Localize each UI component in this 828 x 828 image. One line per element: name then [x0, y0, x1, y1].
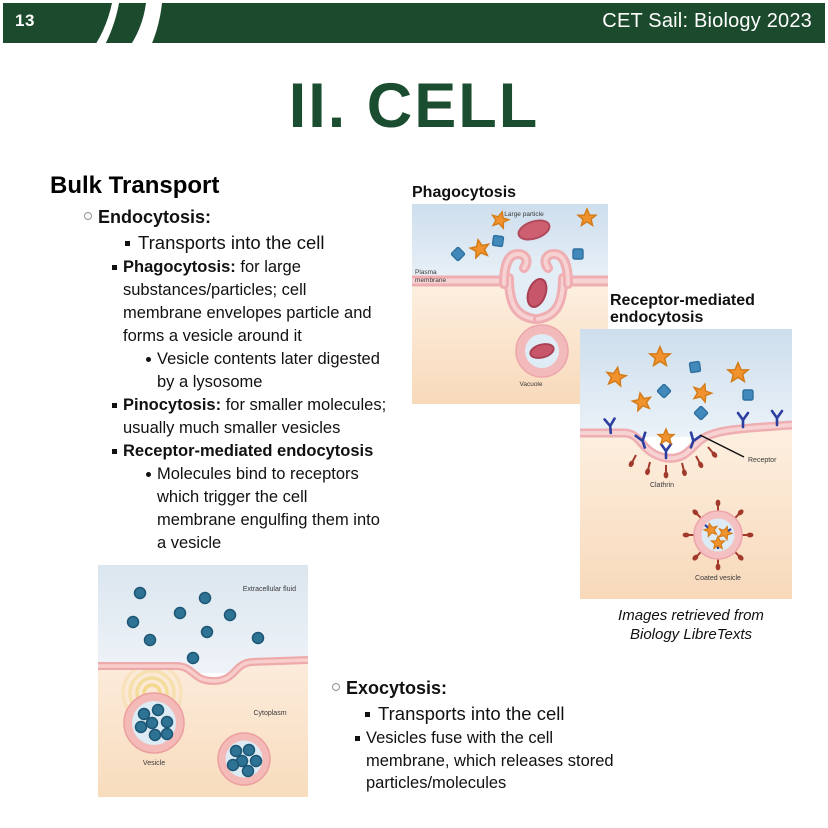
- vacuole: [516, 325, 568, 377]
- figure-title: Receptor-mediated endocytosis: [610, 292, 755, 326]
- list-item-transports: Transports into the cell: [378, 701, 672, 727]
- phagocytosis-figure: [412, 184, 608, 409]
- section-heading: Bulk Transport: [50, 172, 220, 199]
- cytoplasm-vesicle: [218, 733, 270, 785]
- list-item-phagocytosis: Phagocytosis: for large substances/particles; cell membrane envelopes particle and forms a vesicle around it: [123, 256, 433, 348]
- circle-bullet-icon: [84, 212, 92, 220]
- list-item-endocytosis: Endocytosis:: [98, 204, 440, 230]
- exocytosis-diagram: [98, 565, 308, 797]
- course-title: CET Sail: Biology 2023: [602, 10, 812, 32]
- bulk-transport-section: [50, 172, 440, 555]
- square-bullet-icon: [355, 736, 360, 741]
- list-item-vesicle-note: Vesicle contents later digested by a lysosome: [157, 348, 447, 394]
- sail-logo-icon: [88, 3, 188, 61]
- image-credit: Images retrieved from Biology LibreTexts: [618, 607, 764, 643]
- page-title: II. CELL: [288, 71, 540, 141]
- label-extracellular-fluid: Extracellular fluid: [242, 586, 296, 593]
- label-cytoplasm: Cytoplasm: [253, 710, 287, 717]
- label-receptor: Receptor: [748, 457, 777, 464]
- square-bullet-icon: [365, 712, 370, 717]
- list-item-molecules-note: Molecules bind to receptors which trigger the cell membrane engulfing them into a vesicle: [157, 463, 447, 555]
- exocytosis-section: [332, 675, 672, 795]
- list-item-pinocytosis: Pinocytosis: for smaller molecules; usually much smaller vesicles: [123, 394, 433, 440]
- label-large-particle: Large particle: [504, 211, 544, 218]
- dot-bullet-icon: [146, 357, 151, 362]
- square-bullet-icon: [125, 241, 130, 246]
- receptor-endocytosis-figure: [580, 292, 792, 604]
- phagocytosis-diagram: [412, 204, 608, 404]
- exocytosis-figure: [98, 565, 308, 802]
- list-item-receptor-mediated: Receptor-mediated endocytosis: [123, 440, 433, 463]
- figure-title: Phagocytosis: [412, 184, 517, 201]
- label-vesicle: Vesicle: [142, 760, 166, 767]
- label-vacuole: Vacuole: [519, 381, 543, 388]
- label-plasma: Plasma: [415, 269, 437, 276]
- square-bullet-icon: [112, 403, 117, 408]
- fusing-vesicle: [124, 693, 184, 753]
- coated-vesicle: [683, 500, 754, 571]
- label-clathrin: Clathrin: [649, 482, 675, 489]
- circle-bullet-icon: [332, 683, 340, 691]
- square-bullet-icon: [112, 265, 117, 270]
- dot-bullet-icon: [146, 472, 151, 477]
- list-item-vesicles-fuse: Vesicles fuse with the cell membrane, which releases stored particles/molecules: [366, 727, 676, 795]
- list-item-exocytosis: Exocytosis:: [346, 675, 672, 701]
- square-bullet-icon: [112, 449, 117, 454]
- label-membrane: membrane: [415, 277, 447, 284]
- list-item-transports: Transports into the cell: [138, 230, 440, 256]
- label-coated-vesicle: Coated vesicle: [695, 575, 741, 582]
- page-number: 13: [15, 11, 35, 30]
- receptor-endocytosis-diagram: [580, 329, 792, 599]
